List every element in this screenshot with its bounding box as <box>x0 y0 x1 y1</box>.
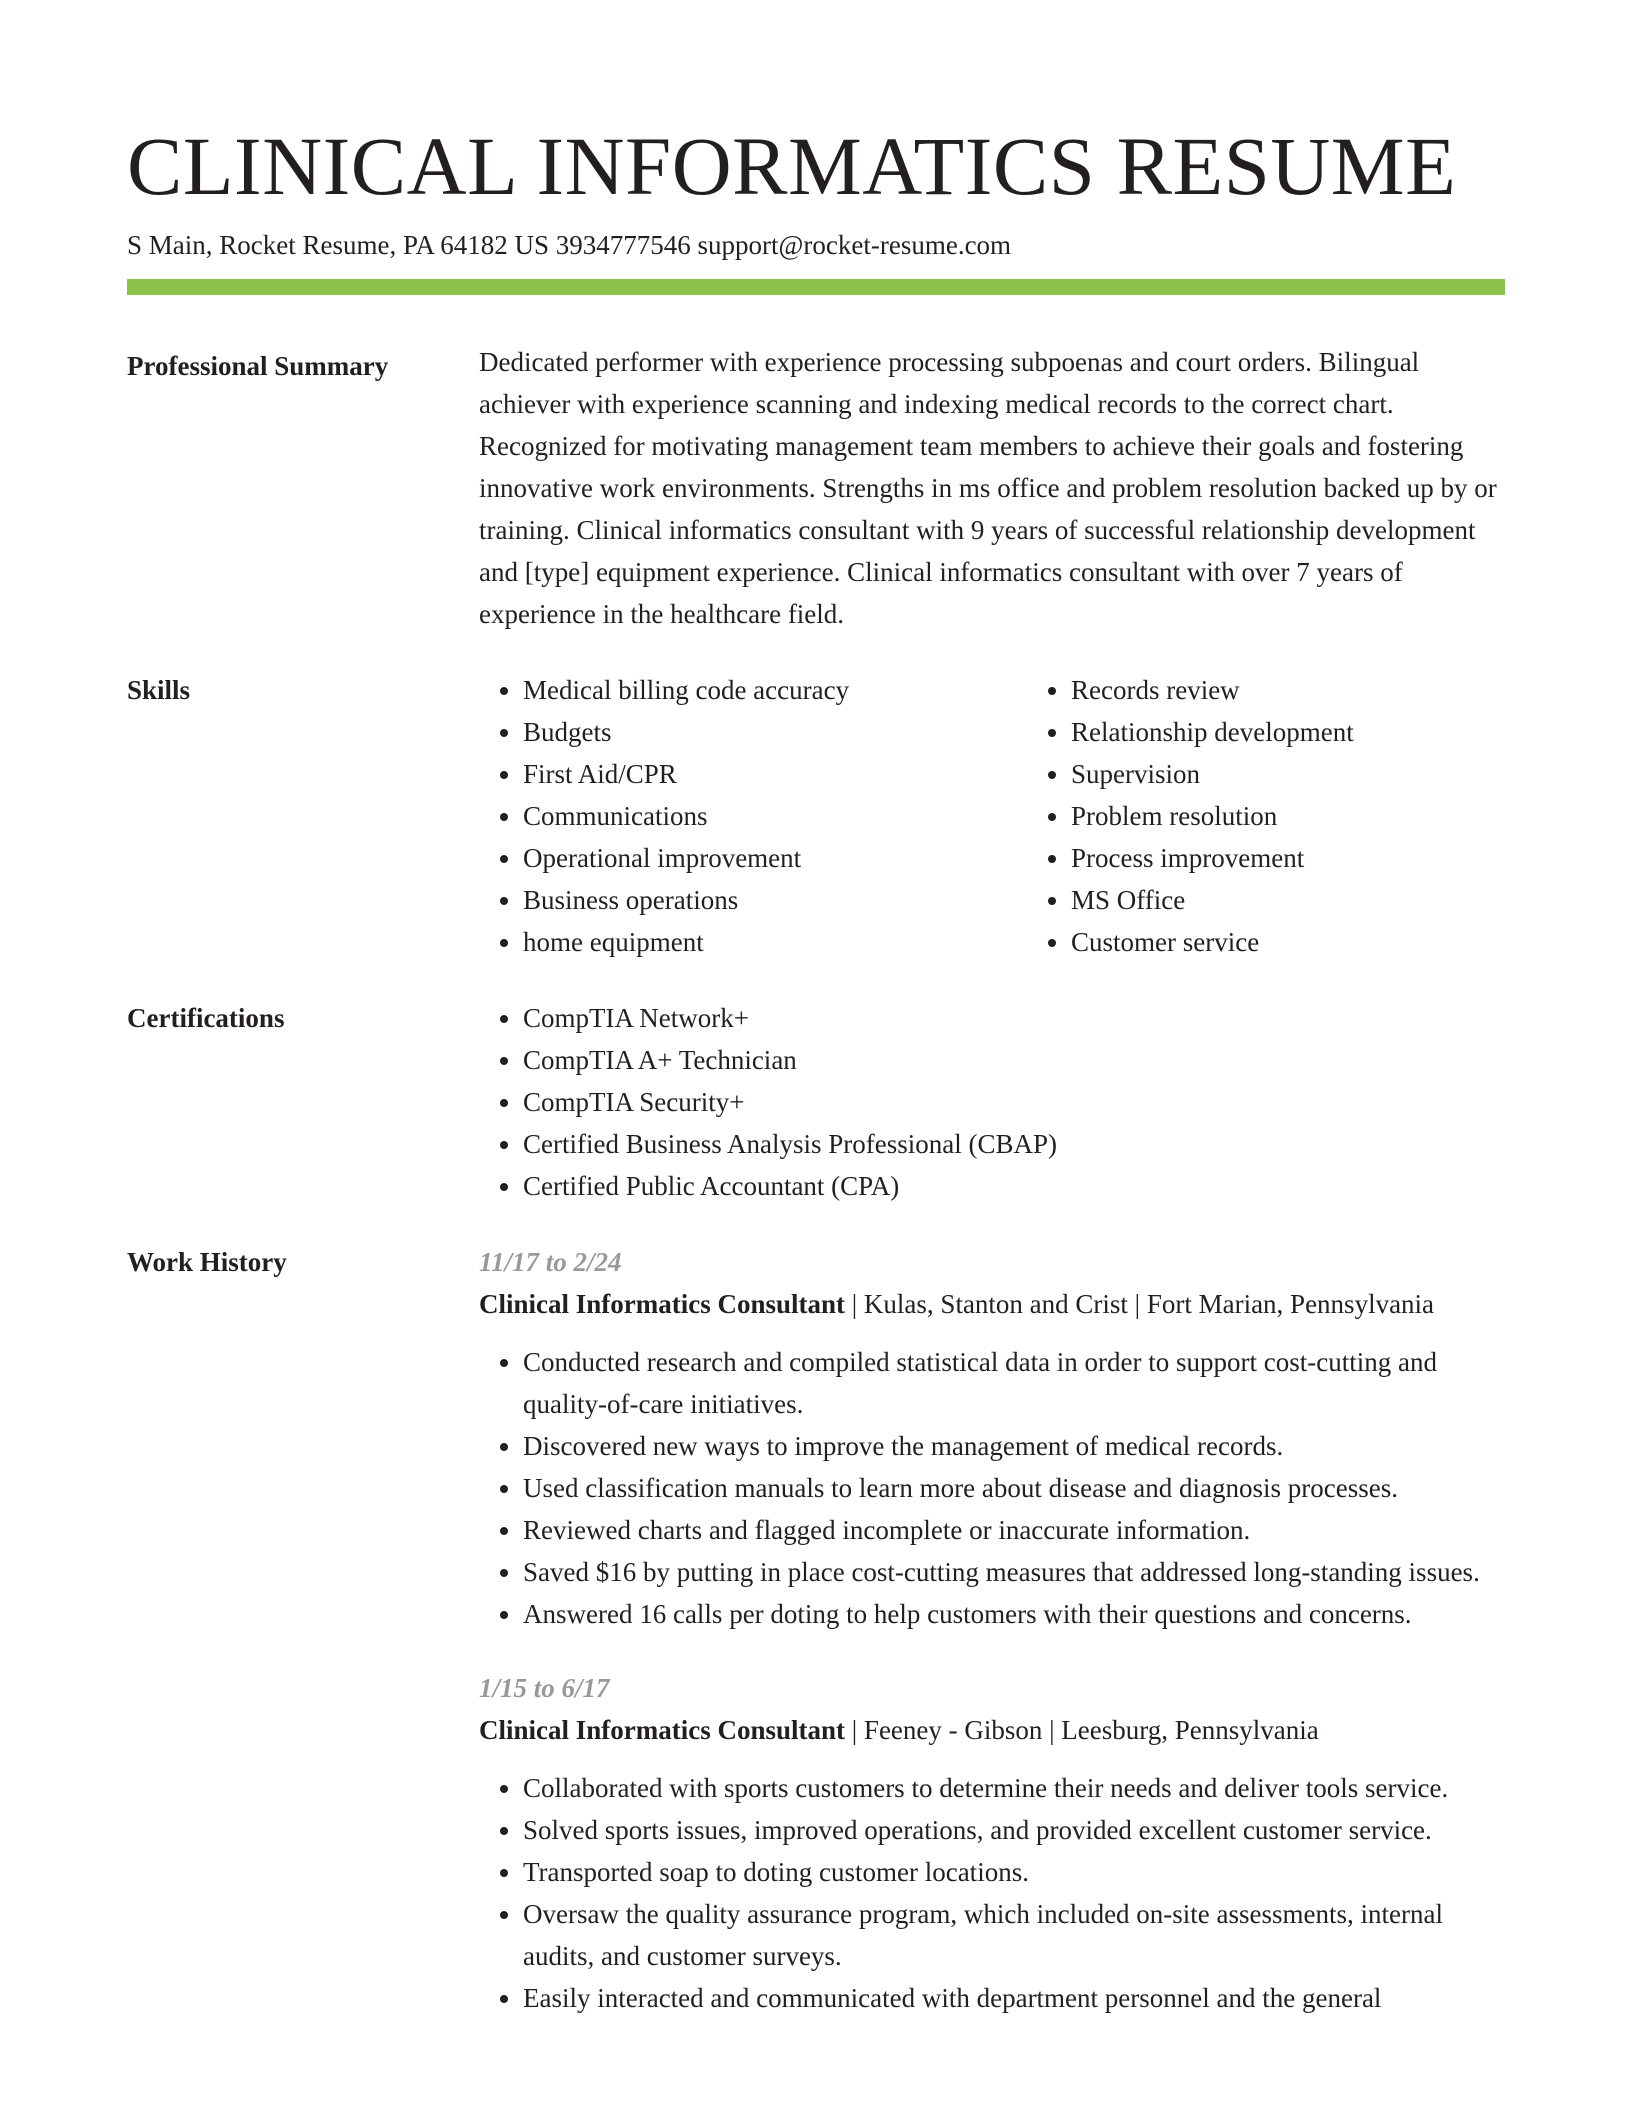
job-entry <box>479 1241 1505 1635</box>
job-bullet: • Collaborated with sports customers to determine their needs and deliver tools service. <box>523 1767 1505 1809</box>
job-header <box>479 1709 1505 1751</box>
job-bullet: • Used classification manuals to learn more about disease and diagnosis processes. <box>523 1467 1505 1509</box>
work-history-body <box>479 1241 1505 2019</box>
job-bullet: • Transported soap to doting customer locations. <box>523 1851 1505 1893</box>
work-history-section <box>127 1241 1505 2019</box>
skill-item: • Communications <box>523 795 1027 837</box>
certification-item: • Certified Business Analysis Professional (CBAP) <box>523 1123 1505 1165</box>
job-dates: 1/15 to 6/17 <box>479 1673 610 1703</box>
skill-item: • Medical billing code accuracy <box>523 669 1027 711</box>
job-bullet: • Answered 16 calls per doting to help customers with their questions and concerns. <box>523 1593 1505 1635</box>
skill-item: • Relationship development <box>1071 711 1505 753</box>
skill-item: • Operational improvement <box>523 837 1027 879</box>
summary-body <box>479 345 1505 635</box>
certification-item: • CompTIA A+ Technician <box>523 1039 1505 1081</box>
skill-item: • Process improvement <box>1071 837 1505 879</box>
skill-item: • Business operations <box>523 879 1027 921</box>
skills-heading: Skills <box>127 675 191 705</box>
certifications-body <box>479 997 1505 1207</box>
job-entry <box>479 1667 1505 2019</box>
skills-list-left <box>479 669 1027 963</box>
skill-item: • MS Office <box>1071 879 1505 921</box>
job-bullet: • Discovered new ways to improve the management of medical records. <box>523 1425 1505 1467</box>
job-bullet: • Easily interacted and communicated with department personnel and the general <box>523 1977 1505 2019</box>
job-bullet: • Conducted research and compiled statistical data in order to support cost-cutting and quality-of-care initiatives. <box>523 1341 1505 1425</box>
skill-item: • Problem resolution <box>1071 795 1505 837</box>
skills-body <box>479 669 1505 963</box>
job-company-location: | Kulas, Stanton and Crist | Fort Marian, Pennsylvania <box>845 1289 1435 1319</box>
certifications-list <box>479 997 1505 1207</box>
summary-heading: Professional Summary <box>127 351 389 381</box>
skill-item: • Supervision <box>1071 753 1505 795</box>
job-title: Clinical Informatics Consultant <box>479 1289 846 1319</box>
job-bullets <box>479 1341 1505 1635</box>
resume-title: CLINICAL INFORMATICS RESUME <box>127 120 1457 212</box>
skill-item: • First Aid/CPR <box>523 753 1027 795</box>
certification-item: • CompTIA Security+ <box>523 1081 1505 1123</box>
skill-item: • Customer service <box>1071 921 1505 963</box>
summary-text: Dedicated performer with experience processing subpoenas and court orders. Bilingual achiever with experience scanning and indexing medical records to the correct chart. Recognized for motivating management team members to achieve their goals and fostering innovative work environments. Strengths in ms office and problem resolution backed up by or training. Clinical informatics consultant with 9 years of successful relationship development and [type] equipment experience. Clinical informatics consultant with over 7 years of experience in the healthcare field. <box>479 347 1497 629</box>
certification-item: • CompTIA Network+ <box>523 997 1505 1039</box>
certifications-section <box>127 997 1505 1207</box>
skill-item: • home equipment <box>523 921 1027 963</box>
certification-item: • Certified Public Accountant (CPA) <box>523 1165 1505 1207</box>
job-bullet: • Reviewed charts and flagged incomplete or inaccurate information. <box>523 1509 1505 1551</box>
job-bullet: • Solved sports issues, improved operations, and provided excellent customer service. <box>523 1809 1505 1851</box>
skills-list-right <box>1027 669 1505 963</box>
job-bullet: • Oversaw the quality assurance program, which included on-site assessments, internal audits, and customer surveys. <box>523 1893 1505 1977</box>
job-bullets <box>479 1767 1505 2019</box>
work-history-heading: Work History <box>127 1247 287 1277</box>
job-company-location: | Feeney - Gibson | Leesburg, Pennsylvania <box>845 1715 1319 1745</box>
certifications-heading: Certifications <box>127 1003 285 1033</box>
job-title: Clinical Informatics Consultant <box>479 1715 846 1745</box>
header-divider <box>127 279 1505 295</box>
job-bullet: • Saved $16 by putting in place cost-cutting measures that addressed long-standing issues. <box>523 1551 1505 1593</box>
contact-line: S Main, Rocket Resume, PA 64182 US 3934777546 support@rocket-resume.com <box>127 230 1012 260</box>
skills-section <box>127 669 1505 963</box>
job-header <box>479 1283 1505 1325</box>
job-dates: 11/17 to 2/24 <box>479 1247 622 1277</box>
skill-item: • Budgets <box>523 711 1027 753</box>
skill-item: • Records review <box>1071 669 1505 711</box>
summary-section <box>127 345 1505 635</box>
